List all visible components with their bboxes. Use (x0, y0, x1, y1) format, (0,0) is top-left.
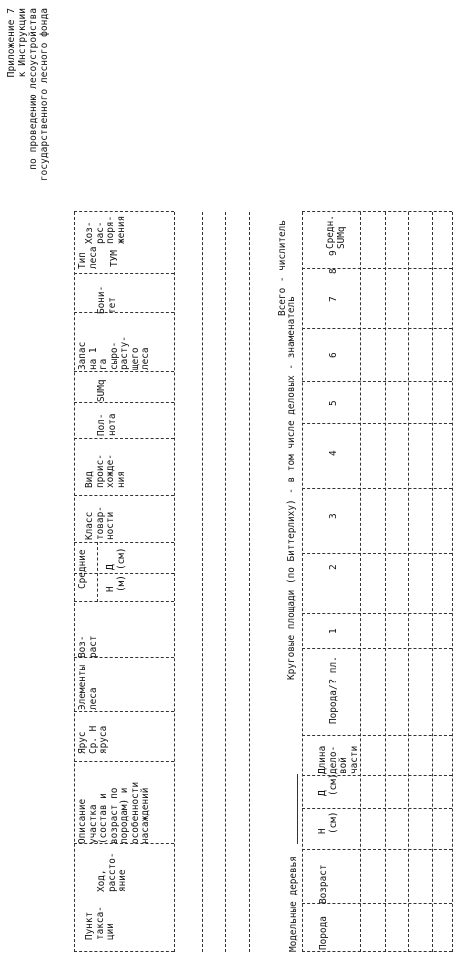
col-sep (74, 438, 174, 439)
col-sep (74, 542, 174, 543)
col-sep (74, 495, 174, 496)
col-srednie-h: Н (м) (105, 575, 127, 592)
col-sep (74, 601, 174, 602)
col-sep (302, 648, 452, 649)
ba-num-5: 5 (328, 400, 339, 406)
ba-num-2: 2 (328, 564, 339, 570)
col-opisanie: Описание участка (состав и возраст по породам) и особенности насаждений (77, 781, 151, 844)
col-sep (74, 761, 174, 762)
table2-row-line (385, 212, 386, 952)
table1-top-border (74, 212, 75, 952)
col-sep (74, 951, 174, 952)
appendix-header (6, 8, 50, 181)
mt-col-h: Н (см) (317, 811, 339, 834)
col-tip: Тип леса (77, 246, 99, 269)
col-polnota: Пол- нота (96, 413, 118, 436)
ba-num-8: 8 (328, 268, 339, 274)
col-khoz: Хоз- рас- поря- жения (84, 215, 127, 244)
table1-row-line (225, 212, 226, 952)
ba-num-7: 7 (328, 296, 339, 302)
col-sep (302, 553, 452, 554)
appendix-line-2: к Инструкции (17, 8, 28, 78)
ba-num-4: 4 (328, 450, 339, 456)
table2-row-line (360, 212, 361, 952)
col-sep (302, 423, 452, 424)
col-sep (302, 849, 452, 850)
table1-row-line (249, 212, 250, 952)
col-sumq: SUMq (96, 379, 107, 402)
col-sep (302, 268, 452, 269)
col-sep (302, 328, 452, 329)
mt-col-vozrast: Возраст (318, 864, 329, 904)
table2-row-line (432, 212, 433, 952)
col-sep (302, 211, 452, 212)
table2-bottom-border (452, 212, 453, 952)
ba-num-3: 3 (328, 513, 339, 519)
ba-sredn: Средн. SUMq (325, 215, 347, 249)
col-elementy: Элементы леса (77, 664, 99, 710)
col-sep (74, 273, 174, 274)
srednie-sub-border (97, 542, 98, 602)
col-sep (302, 951, 452, 952)
col-srednie: Средние (77, 549, 88, 589)
table1-row-line (202, 212, 203, 952)
ba-poroda-label: Порода/? пл. (328, 656, 339, 724)
col-bonitet: Бони- тет (96, 285, 118, 314)
col-sep (302, 488, 452, 489)
col-sep (302, 381, 452, 382)
basal-area-title: Круговые площади (по Биттерлиху) - в том числе деловых - знаменатель (286, 296, 297, 680)
appendix-line-1: Приложение 7 (6, 8, 17, 78)
table2-top-border (302, 212, 303, 952)
col-khod: Ход, рассто- яние (96, 852, 128, 892)
col-zapas: Запас на 1 га сыро- расту- щего леса (77, 336, 151, 370)
mt-col-poroda: Порода (318, 916, 329, 950)
col-tum: ТУМ (109, 250, 120, 267)
model-trees-underline (297, 774, 298, 844)
col-sep (74, 312, 174, 313)
col-vozrast: Воз- раст (77, 635, 99, 658)
col-sep (74, 711, 174, 712)
col-sep (74, 402, 174, 403)
basal-total-label: Всего - числитель (277, 220, 288, 316)
ba-num-6: 6 (328, 352, 339, 358)
appendix-line-4: государственного лесного фонда (39, 8, 50, 182)
col-sep (74, 573, 174, 574)
col-punkt: Пункт такса- ции (84, 906, 116, 940)
col-klass: Класс товар- ности (84, 506, 116, 540)
mt-col-dlina: Длина дело- вой части (317, 745, 360, 774)
ba-num-1: 1 (328, 628, 339, 634)
model-trees-title: Модельные деревья (288, 856, 299, 952)
col-srednie-d: Д (см) (105, 547, 127, 570)
table1-row-line (174, 212, 175, 952)
col-sep (302, 735, 452, 736)
table2-row-line (408, 212, 409, 952)
ba-num-9: 9 (328, 250, 339, 256)
appendix-line-3: по проведению лесоустройства (28, 8, 39, 170)
mt-col-d: Д (см) (317, 773, 339, 796)
col-sep (74, 211, 174, 212)
col-sep (302, 613, 452, 614)
col-yarus: Ярус Ср. Н яруса (77, 725, 109, 754)
col-vid: Вид проис- хожде- ния (84, 454, 127, 488)
col-sep (302, 808, 452, 809)
col-sep (74, 371, 174, 372)
